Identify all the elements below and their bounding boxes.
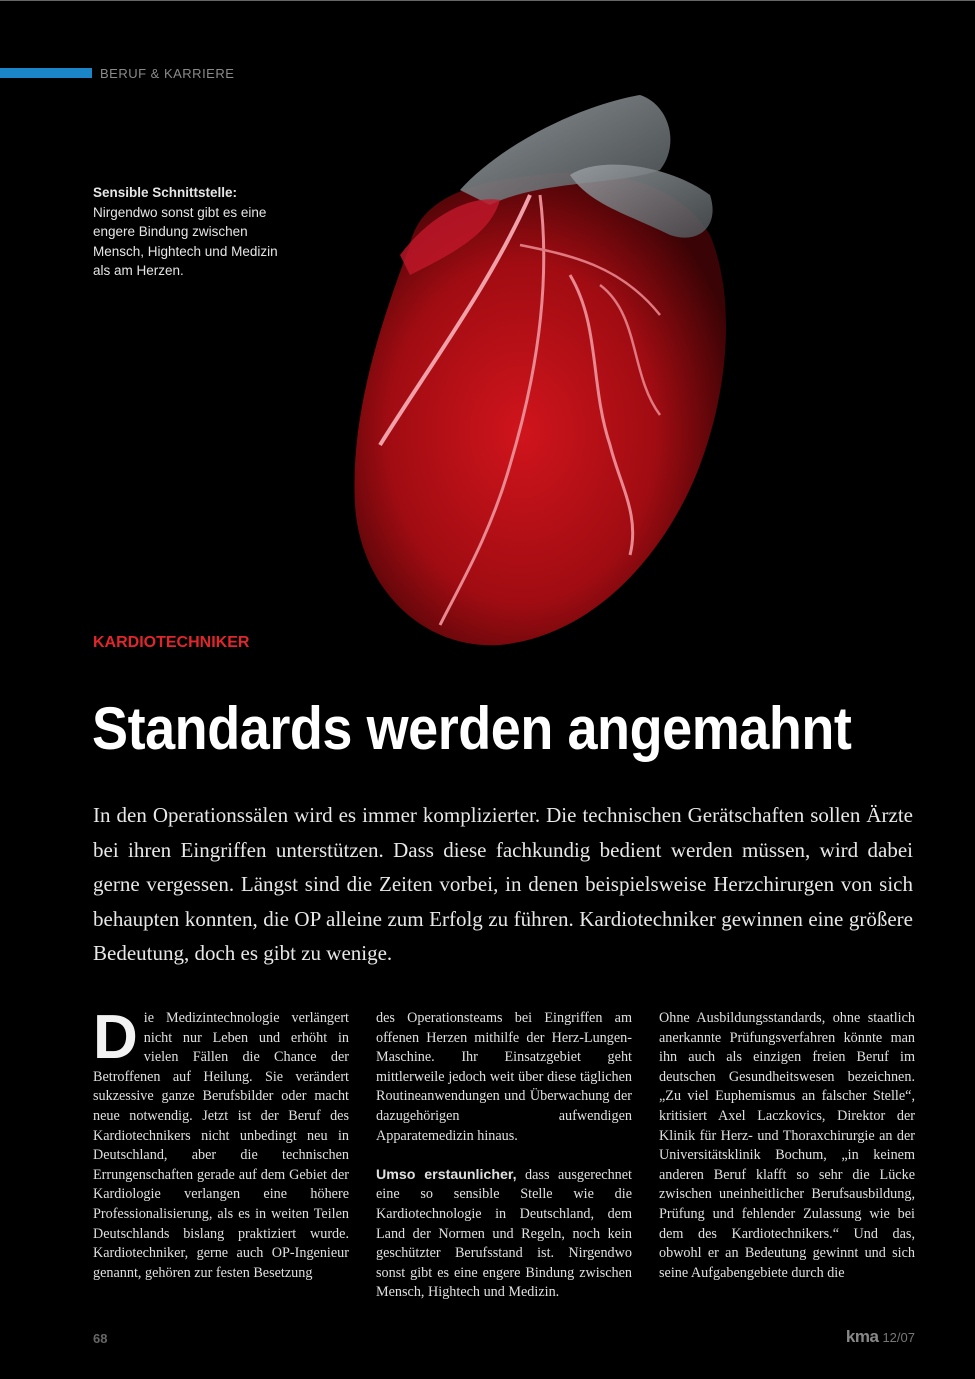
column-2-paragraph-2-text: dass ausgerechnet eine so sensible Stelle wie die Kardiotechnologie in Deutschland, dem Land der Normen und Regeln, noch kein geschützter Berufsstand ist. Nirgendwo sonst gibt es eine engere Bindung zwischen Mensch, Hightech und Medizin. [376, 1166, 633, 1301]
body-column-3 [659, 1009, 915, 1283]
column-2-paragraph-1: des Operationsteams bei Eingriffen am offenen Herzen mithilfe der Herz-Lungen-Maschine. Ihr Einsatzgebiet geht mittlerweile jedoch weit über diese täglichen Routineanwendungen und Überwachung der dazugehörigen aufwendigen Apparatemedizin hinaus. [376, 1010, 632, 1144]
section-accent-bar [0, 68, 92, 78]
run-in-heading: Umso erstaunlicher, [376, 1166, 517, 1183]
caption-title: Sensible Schnittstelle: [93, 185, 238, 200]
article-headline: Standards werden angemahnt [92, 695, 852, 762]
body-column-1 [93, 1003, 349, 1283]
column-3-text: Ohne Ausbildungsstandards, ohne staatlich anerkannte Prüfungsverfahren könnte man ihn auch als einzigen freien Beruf im deutschen Gesundheitswesen bezeichnen. „Zu viel Euphemismus an falscher Stelle“, kritisiert Axel Laczkovics, Direktor der Klinik für Herz- und Thoraxchirurgie an der Universitätsklinik Bochum, „in keinem anderen Beruf klafft so sehr die Lücke zwischen uneinheitlicher Berufsausbildung, Prüfung und fehlender Zulassung wie bei dem des Kardiotechnikers.“ Und das, obwohl er an Bedeutung gewinnt und sich seine Aufgabengebiete durch die [659, 1010, 915, 1281]
magazine-logo: kma [845, 1327, 879, 1346]
image-caption [93, 183, 293, 281]
magazine-footer [846, 1327, 915, 1347]
article-lead: In den Operationssälen wird es immer komplizierter. Die technischen Gerätschaften sollen Ärzte bei ihren Eingriffen unterstützen. Dass diese fachkundig bedient werden müssen, wird dabei gerne vergessen. Längst sind die Zeiten vorbei, in denen beispielsweise Herzchirurgen von sich behaupten konnten, die OP alleine zum Erfolg zu führen. Kardiotechniker gewinnen eine größere Bedeutung, doch es gibt zu wenige. [93, 803, 913, 965]
article-kicker: KARDIOTECHNIKER [93, 634, 250, 651]
heart-scan-image [340, 85, 740, 655]
top-rule [0, 0, 975, 1]
column-1-text: ie Medizintechnologie verlängert nicht nur Leben und erhöht in vielen Fällen die Chance der Betroffenen auf Heilung. Sie verändert sukzessive ganze Berufsbilder oder macht neue notwendig. Jetzt ist der Beruf des Kardiotechnikers nicht unbedingt neu in Deutschland, aber die technischen Errungenschaften gerade auf dem Gebiet der Kardiologie verlangen eine höhere Professionalisierung, als es in weiten Teilen Deutschlands bislang praktiziert wurde. Kardiotechniker, gerne auch OP-Ingenieur genannt, gehören zur festen Besetzung [93, 1010, 349, 1281]
body-column-2 [376, 1009, 632, 1303]
issue-number: 12/07 [882, 1330, 915, 1345]
page-number: 68 [93, 1331, 108, 1346]
section-label: BERUF & KARRIERE [100, 66, 235, 81]
caption-text: Nirgendwo sonst gibt es eine engere Bindung zwischen Mensch, Hightech und Medizin als am Herzen. [93, 204, 278, 278]
drop-cap: D [93, 1003, 138, 1072]
column-2-paragraph-2 [376, 1166, 632, 1303]
